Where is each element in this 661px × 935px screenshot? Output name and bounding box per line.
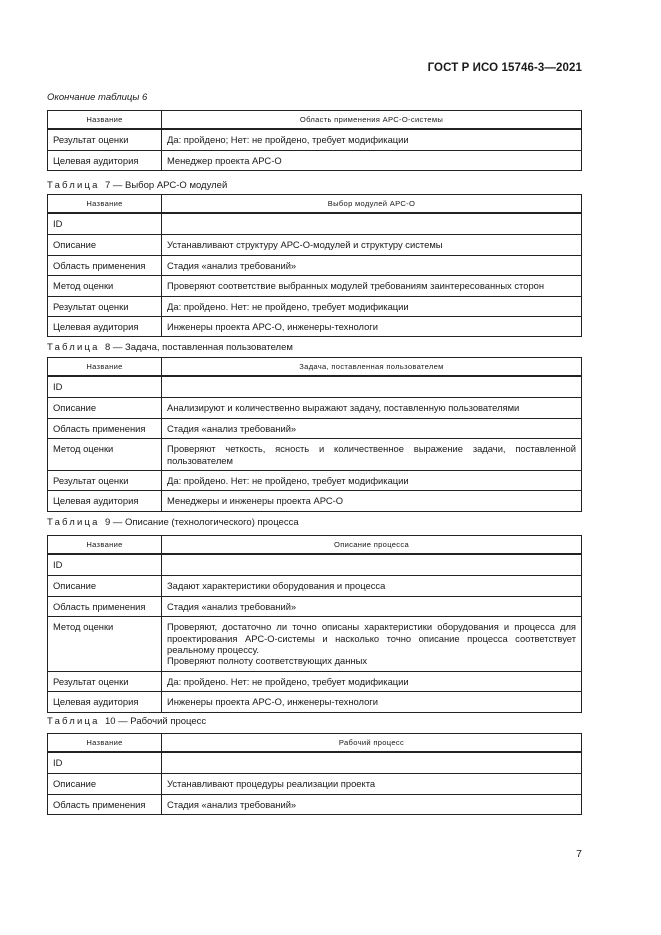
row-value	[162, 617, 582, 672]
row-value: Стадия «анализ требований»	[162, 596, 582, 616]
caption-number: 9	[104, 517, 111, 528]
row-value: Задают характеристики оборудования и процесса	[162, 576, 582, 596]
caption-title: — Выбор АРС-О модулей	[112, 180, 228, 191]
column-header-value: Описание процесса	[162, 536, 582, 555]
row-name: Метод оценки	[48, 439, 162, 471]
row-value	[162, 554, 582, 576]
row-value: Стадия «анализ требований»	[162, 418, 582, 438]
row-name: Область применения	[48, 418, 162, 438]
table-row	[48, 554, 582, 576]
table-9	[47, 535, 582, 713]
table-row	[48, 418, 582, 438]
table-row	[48, 617, 582, 672]
column-header-name: Название	[48, 195, 162, 214]
table-row	[48, 129, 582, 150]
table-header-row	[48, 111, 582, 130]
table-10-caption	[47, 716, 206, 727]
page-number: 7	[576, 848, 582, 860]
row-name: Целевая аудитория	[48, 150, 162, 170]
table-row	[48, 596, 582, 616]
row-name: Результат оценки	[48, 471, 162, 491]
row-value: Менеджеры и инженеры проекта АРС-О	[162, 491, 582, 511]
table-row	[48, 671, 582, 691]
row-name: Описание	[48, 398, 162, 418]
table-row	[48, 235, 582, 255]
row-value: Инженеры проекта АРС-О, инженеры-технологи	[162, 317, 582, 337]
caption-number: 7	[104, 180, 111, 191]
row-value: Устанавливают процедуры реализации проекта	[162, 774, 582, 794]
caption-title: — Рабочий процесс	[118, 716, 207, 727]
row-name: ID	[48, 376, 162, 398]
row-value: Да: пройдено; Нет: не пройдено, требует модификации	[162, 129, 582, 150]
row-name: Результат оценки	[48, 671, 162, 691]
row-name: Целевая аудитория	[48, 317, 162, 337]
column-header-name: Название	[48, 358, 162, 377]
column-header-value: Выбор модулей АРС-О	[162, 195, 582, 214]
table-row	[48, 752, 582, 774]
caption-number: 8	[104, 342, 111, 353]
table-header-row	[48, 358, 582, 377]
table-row	[48, 576, 582, 596]
table-9-caption	[47, 517, 299, 528]
row-value: Устанавливают структуру АРС-О-модулей и структуру системы	[162, 235, 582, 255]
row-name: Описание	[48, 576, 162, 596]
table-row	[48, 296, 582, 316]
row-name: Результат оценки	[48, 129, 162, 150]
row-name: ID	[48, 752, 162, 774]
row-name: ID	[48, 213, 162, 235]
column-header-value: Область применения АРС-О-системы	[162, 111, 582, 130]
row-value	[162, 752, 582, 774]
table-8-caption	[47, 342, 293, 353]
row-name: Результат оценки	[48, 296, 162, 316]
caption-label: Таблица	[47, 716, 100, 727]
table-row	[48, 213, 582, 235]
table-row	[48, 276, 582, 296]
row-value: Анализируют и количественно выражают задачу, поставленную пользователями	[162, 398, 582, 418]
table-row	[48, 255, 582, 275]
row-value: Да: пройдено. Нет: не пройдено, требует модификации	[162, 471, 582, 491]
caption-title: — Задача, поставленная пользователем	[112, 342, 293, 353]
caption-number: 10	[104, 716, 116, 727]
table-8	[47, 357, 582, 512]
table-row	[48, 692, 582, 712]
row-name: Описание	[48, 774, 162, 794]
row-value: Стадия «анализ требований»	[162, 255, 582, 275]
row-value	[162, 213, 582, 235]
row-name: Область применения	[48, 596, 162, 616]
row-name: Целевая аудитория	[48, 491, 162, 511]
column-header-name: Название	[48, 111, 162, 130]
table-row	[48, 376, 582, 398]
table-header-row	[48, 734, 582, 753]
table-header-row	[48, 536, 582, 555]
table-row	[48, 794, 582, 814]
table-row	[48, 398, 582, 418]
row-name: Метод оценки	[48, 276, 162, 296]
row-value	[162, 376, 582, 398]
row-value: Инженеры проекта АРС-О, инженеры-технологи	[162, 692, 582, 712]
table-row	[48, 471, 582, 491]
table-10	[47, 733, 582, 815]
row-value: Да: пройдено. Нет: не пройдено, требует модификации	[162, 296, 582, 316]
table-7	[47, 194, 582, 337]
column-header-name: Название	[48, 536, 162, 555]
caption-label: Таблица	[47, 517, 100, 528]
table-row	[48, 491, 582, 511]
row-value: Да: пройдено. Нет: не пройдено, требует модификации	[162, 671, 582, 691]
row-name: ID	[48, 554, 162, 576]
row-name: Область применения	[48, 794, 162, 814]
column-header-name: Название	[48, 734, 162, 753]
row-value-paragraph: Проверяют, достаточно ли точно описаны характеристики оборудования и процесса для проектирования АРС-О-системы и насколько точно описание процесса соответствует реальному процессу.	[167, 621, 576, 656]
row-name: Метод оценки	[48, 617, 162, 672]
caption-label: Таблица	[47, 180, 100, 191]
document-code: ГОСТ Р ИСО 15746-3—2021	[427, 62, 582, 74]
table-row	[48, 774, 582, 794]
table-6	[47, 110, 582, 171]
caption-title: — Описание (технологического) процесса	[112, 517, 299, 528]
row-value-paragraph: Проверяют полноту соответствующих данных	[167, 655, 368, 667]
row-name: Описание	[48, 235, 162, 255]
column-header-value: Задача, поставленная пользователем	[162, 358, 582, 377]
table-header-row	[48, 195, 582, 214]
table-row	[48, 317, 582, 337]
continuation-caption: Окончание таблицы 6	[47, 92, 148, 103]
row-name: Целевая аудитория	[48, 692, 162, 712]
row-name: Область применения	[48, 255, 162, 275]
row-value: Проверяют соответствие выбранных модулей требованиям заинтересованных сторон	[162, 276, 582, 296]
row-value: Менеджер проекта АРС-О	[162, 150, 582, 170]
caption-label: Таблица	[47, 342, 100, 353]
row-value: Стадия «анализ требований»	[162, 794, 582, 814]
table-row	[48, 439, 582, 471]
row-value: Проверяют четкость, ясность и количественное выражение задачи, поставленной пользователем	[162, 439, 582, 471]
table-7-caption	[47, 180, 227, 191]
table-row	[48, 150, 582, 170]
column-header-value: Рабочий процесс	[162, 734, 582, 753]
